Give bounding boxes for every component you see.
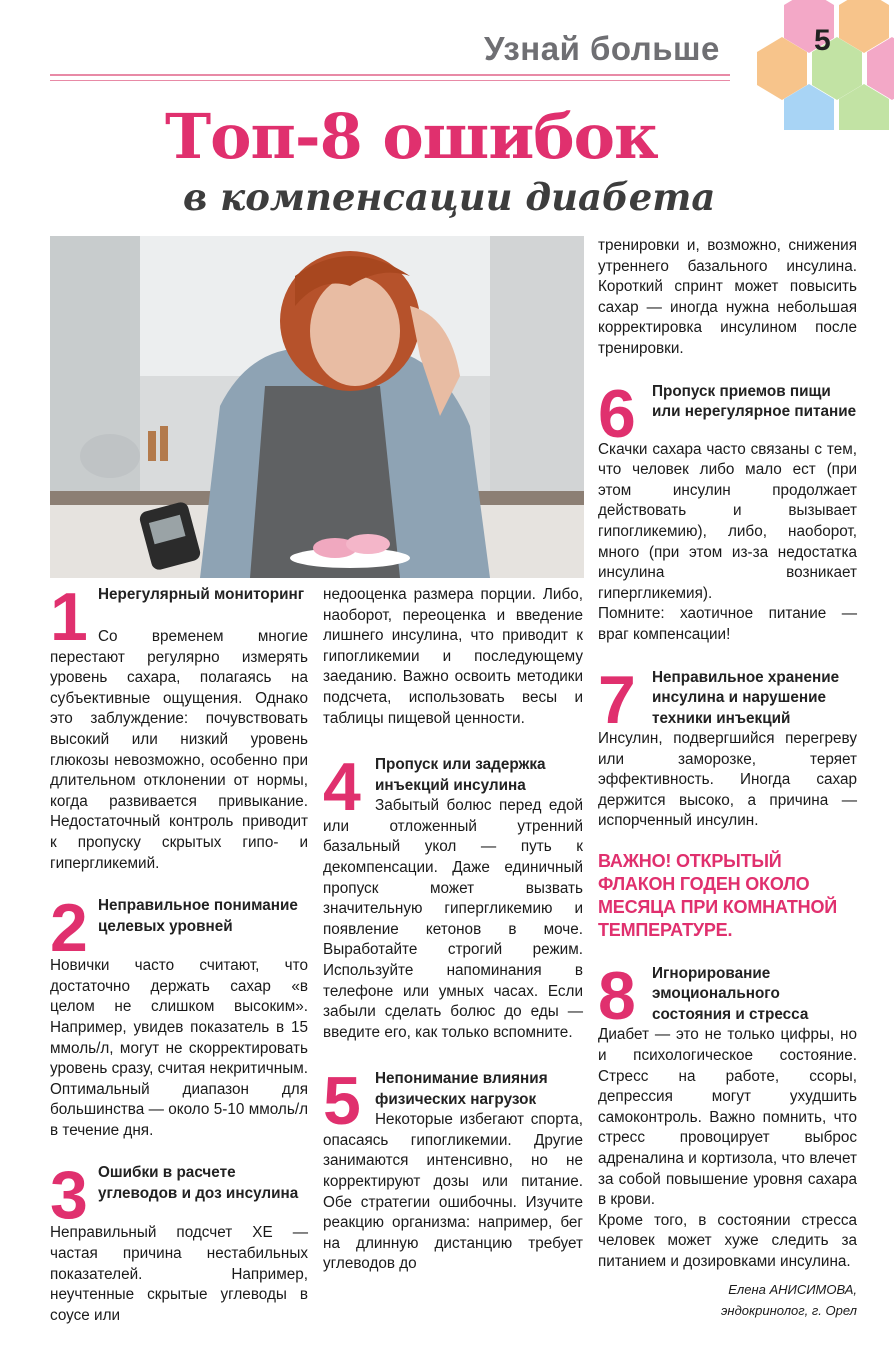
column-2 xyxy=(323,585,583,1275)
hexagon-decoration xyxy=(724,0,894,130)
item-5-title: Непонимание влияния физических нагрузок xyxy=(375,1070,548,1108)
item-8-text-2: Кроме того, в состоянии стресса человек может хуже следить за питанием и дозировками инсулина. xyxy=(598,1211,857,1270)
item-7-title: Неправильное хранение инсулина и нарушение техники инъекций xyxy=(652,668,840,727)
item-4-title: Пропуск или задержка инъекций инсулина xyxy=(375,756,546,794)
item-2-number: 2 xyxy=(50,890,88,967)
header-rule-thin xyxy=(50,80,730,81)
item-4-text: Забытый болюс перед едой или отложенный утренний базальный укол — путь к декомпенсации. Даже единичный пропуск может вызвать значительную гипергликемию и появление кетонов в моче. Выработайте строгий режим. Используйте напоминания в телефоне или умных часах. Если забыли сделать болюс до еды — введите его, как только вспомните. xyxy=(323,797,583,1041)
author-name: Елена АНИСИМОВА, xyxy=(728,1281,857,1297)
storage-warning: ВАЖНО! ОТКРЫТЫЙ ФЛАКОН ГОДЕН ОКОЛО МЕСЯЦА ПРИ КОМНАТНОЙ ТЕМПЕРАТУРЕ. xyxy=(598,850,837,940)
item-2-text: Новички часто считают, что достаточно держать сахар «в целом не слишком высоким». Например, увидев показатель в 15 ммоль/л, могут не скорректировать уровень сразу, считая некритичным. Оптимальный диапазон для большинства — около 5-10 ммоль/л в течение дня. xyxy=(50,957,308,1139)
page-number: 5 xyxy=(814,24,831,57)
author-role: эндокринолог, г. Орел xyxy=(721,1302,857,1318)
item-3-header xyxy=(50,1157,308,1234)
item-1-number: 1 xyxy=(50,579,88,655)
item-5-header xyxy=(323,1063,583,1140)
item-6-text-2: Помните: хаотичное питание — враг компенсации! xyxy=(598,605,857,643)
item-4-number: 4 xyxy=(323,749,361,826)
item-6-text: Скачки сахара часто связаны с тем, что человек либо мало ест (при этом инсулин продолжает действовать и вызывает гипогликемию), либо, наоборот, много (при этом из-за недостатка инсулина возникает гипергликемия). xyxy=(598,440,857,602)
article-title: Топ-8 ошибок xyxy=(165,100,658,173)
item-2-title: Неправильное понимание целевых уровней xyxy=(98,897,298,935)
item-7-header xyxy=(598,661,857,738)
item-8-title: Игнорирование эмоционального состояния и стресса xyxy=(652,964,809,1023)
article-subtitle: в компенсации диабета xyxy=(183,175,716,219)
woman-glucometer-photo xyxy=(50,236,584,578)
item-3-text: Неправильный подсчет ХЕ — частая причина нестабильных показателей. Например, неучтенные скрытые углеводы в соусе или xyxy=(50,1224,308,1324)
item-4-header xyxy=(323,749,583,826)
item-6-number: 6 xyxy=(598,375,636,452)
item-6-header xyxy=(598,375,857,452)
section-title: Узнай больше xyxy=(484,30,720,67)
item-8-header xyxy=(598,957,857,1034)
item-3-number: 3 xyxy=(50,1157,88,1234)
author-signature xyxy=(598,1279,857,1321)
header-rule xyxy=(50,74,730,76)
item-1-text: Со временем многие перестают регулярно измерять уровень сахара, полагаясь на субъективные ощущения. Однако это заблуждение: почувствовать высокий или низкий уровень глюкозы невозможно, особенно при длительном отклонении от нормы, когда развивается привыкание. Недостаточный контроль приводит к пропуску скрытых гипо- и гипергликемий. xyxy=(50,628,308,872)
item-1-header xyxy=(50,579,308,655)
item-3-text-continued: недооценка размера порции. Либо, наоборот, переоценка и введение лишнего инсулина, что приводит к гипогликемии и последующему заеданию. Важно освоить методики подсчета, использовать весы и таблицы пищевой ценности. xyxy=(323,586,583,727)
item-5-text: Некоторые избегают спорта, опасаясь гипогликемии. Другие занимаются интенсивно, но не корректируют дозы или питание. Обе стратегии ошибочны. Изучите реакцию организма: например, бег на длинную дистанцию требует углеводов до xyxy=(323,1111,583,1273)
item-5-number: 5 xyxy=(323,1063,361,1140)
item-7-number: 7 xyxy=(598,661,636,738)
column-1 xyxy=(50,579,308,1326)
item-2-header xyxy=(50,890,308,967)
column-3 xyxy=(598,236,857,1321)
item-1-title: Нерегулярный мониторинг xyxy=(98,586,305,603)
item-8-text: Диабет — это не только цифры, но и психологическое состояние. Стресс на работе, ссоры, депрессия могут ухудшить самоконтроль. Важно помнить, что стресс провоцирует выброс адреналина и кортизола, что влечет за собой повышение уровня сахара в крови. xyxy=(598,1026,857,1209)
item-7-text: Инсулин, подвергшийся перегреву или заморозке, теряет эффективность. Иногда сахар держится высоко, а причина — испорченный инсулин. xyxy=(598,730,857,830)
item-8-number: 8 xyxy=(598,957,636,1034)
item-3-title: Ошибки в расчете углеводов и доз инсулина xyxy=(98,1164,299,1202)
item-5-text-continued: тренировки и, возможно, снижения утреннего базального инсулина. Короткий спринт может повысить сахар — иногда нужна небольшая корректировка инсулином после тренировки. xyxy=(598,237,857,357)
item-6-title: Пропуск приемов пищи или нерегулярное питание xyxy=(652,382,857,421)
